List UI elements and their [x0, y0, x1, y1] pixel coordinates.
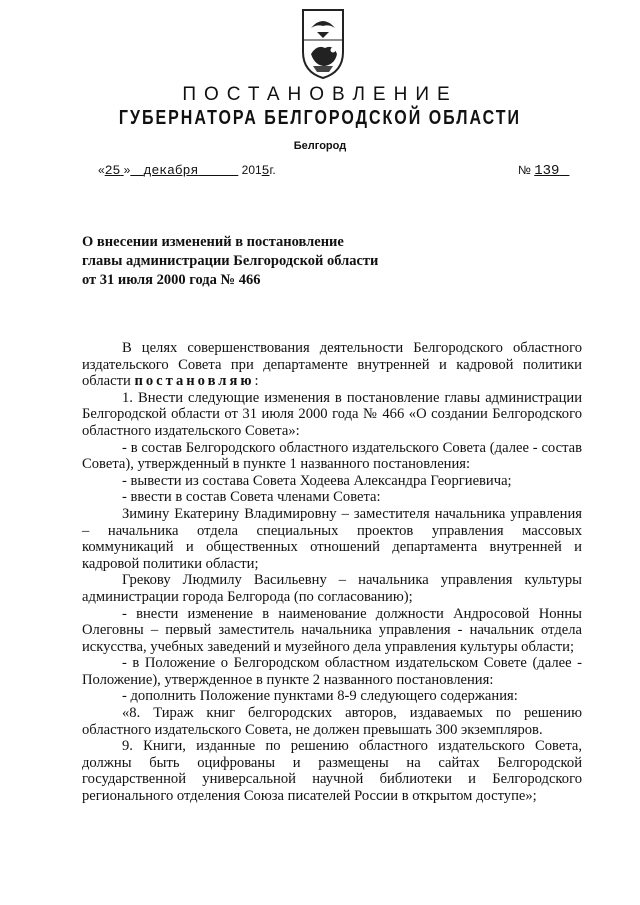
city-label: Белгород: [293, 140, 347, 152]
document-body: [82, 340, 582, 805]
paragraph: - в состав Белгородского областного издательского Совета (далее - состав Совета), утвержденный в пункте 1 названного постановления:: [82, 439, 582, 473]
date-day: 25: [104, 163, 121, 178]
paragraph: - в Положение о Белгородском областном издательском Совете (далее - Положение), утвержденное в пункте 2 названного постановления:: [82, 655, 582, 688]
paragraph: Зимину Екатерину Владимировну – заместителя начальника управления – начальника отдела специальных проектов управления массовых коммуникаций и общественных отношений департамента внутренней и кадровой политики области;: [82, 505, 582, 572]
belgorod-coat-of-arms-icon: [299, 6, 347, 82]
date-year-prefix: 201: [241, 163, 262, 177]
document-type-heading: ПОСТАНОВЛЕНИЕ: [182, 84, 458, 105]
paragraph: Грекову Людмилу Васильевну – начальника управления культуры администрации города Белгорода (по согласованию);: [82, 572, 582, 605]
document-number: № 139: [518, 163, 560, 179]
date-month: декабря: [143, 163, 199, 178]
paragraph: - дополнить Положение пунктами 8-9 следующего содержания:: [122, 688, 518, 705]
paragraph: 9. Книги, изданные по решению областного издательского Совета, должны быть оцифрованы и размещены на сайтах Белгородской государственной универсальной научной библиотеки и Белгородского регионального отделения Союза писателей России в открытом доступе»;: [82, 738, 582, 805]
paragraph: 1. Внести следующие изменения в постановление главы администрации Белгородской области от 31 июля 2000 года № 466 «О создании Белгородского областного издательского Совета»:: [82, 389, 582, 439]
issuer-heading: ГУБЕРНАТОРА БЕЛГОРОДСКОЙ ОБЛАСТИ: [118, 107, 522, 129]
document-number-value: 139: [534, 163, 560, 179]
paragraph: - внести изменение в наименование должности Андросовой Нонны Олеговны – первый заместитель начальника управления - начальник отдела искусства, учебных заведений и музейного дела управления культуры области;: [82, 605, 582, 655]
paragraph: «8. Тираж книг белгородских авторов, издаваемых по решению областного издательского Совета, не должен превышать 300 экземпляров.: [82, 705, 582, 738]
document-date: «25 » декабря 2015г.: [98, 163, 276, 178]
date-year-suffix: 5: [261, 163, 270, 178]
document-subject: О внесении изменений в постановление главы администрации Белгородской области от 31 июля 2000 года № 466: [82, 234, 379, 288]
paragraph: В целях совершенствования деятельности Белгородского областного издательского Совета при департаменте внутренней и кадровой политики области постановляю:: [82, 340, 582, 390]
paragraph: - вывести из состава Совета Ходеева Александра Георгиевича;: [122, 472, 512, 489]
paragraph: - ввести в состав Совета членами Совета:: [122, 489, 381, 506]
